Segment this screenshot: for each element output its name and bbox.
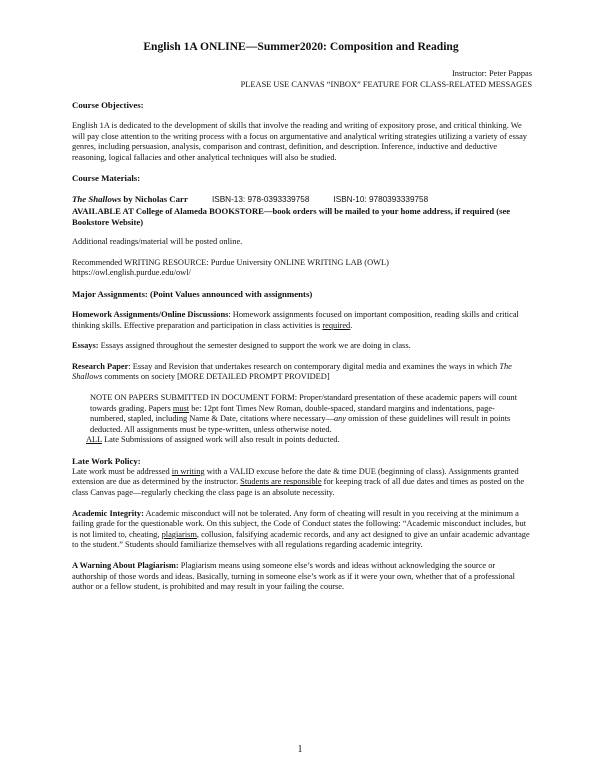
owl-url[interactable]: https://owl.english.purdue.edu/owl/ xyxy=(72,268,191,278)
assignments-heading: Major Assignments: (Point Values announced with assignments) xyxy=(72,288,313,299)
objectives-heading: Course Objectives: xyxy=(72,100,144,110)
objectives-body: English 1A is dedicated to the development of skills that involve the reading and writing of expository prose, and critical thinking. We will pay close attention to the writing process with a focus on argumentative and analytical writing strategies utilizing a variety of essay genres, including persuasion, analysis, comparison and contrast, definition, and description. Inference, inductive and deductive reasoning, logical fallacies and other analytical techniques will also be studied. xyxy=(72,121,527,162)
late-text-1: Late work must be addressed xyxy=(72,466,172,476)
book-title: The Shallows xyxy=(72,194,122,205)
integrity-text-1: Academic misconduct will not be tolerated. Any form of cheating will result in you receiving at the minimum a failing grade for the questionable work. On this subject, the Code of Conduct states the following: “Academic misconduct includes, but is not limited to, cheating, xyxy=(72,508,527,539)
note-text-3: omission of these guidelines will result in points deducted. All assignments must be type-written, unless otherwise noted. xyxy=(90,414,511,434)
essays-label: Essays: xyxy=(72,341,99,351)
plagiarism-label: A Warning About Plagiarism: xyxy=(72,561,179,571)
instructor-line: Instructor: Peter Pappas xyxy=(451,69,532,78)
book-author: by Nicholas Carr xyxy=(121,194,188,205)
note-must: must xyxy=(172,403,190,413)
research-paragraph xyxy=(72,362,530,383)
late-work-paragraph xyxy=(72,467,530,499)
page-number: 1 xyxy=(297,744,303,755)
canvas-inbox-line: PLEASE USE CANVAS “INBOX” FEATURE FOR CLASS-RELATED MESSAGES xyxy=(240,79,532,89)
late-text-2: with a VALID excuse before the date & time DUE (beginning of class). Assignments granted extension are due as determined by the instructor. xyxy=(72,466,519,487)
essays-paragraph xyxy=(72,341,530,352)
papers-note xyxy=(90,393,530,435)
homework-required: required xyxy=(322,320,351,330)
additional-readings: Additional readings/material will be posted online. xyxy=(72,237,243,247)
essays-text: Essays assigned throughout the semester designed to support the work we are doing in class. xyxy=(98,341,411,351)
document-page xyxy=(72,40,530,593)
isbn-13: ISBN-13: 978-0393339758 xyxy=(211,195,310,205)
late-submissions-note xyxy=(86,435,530,446)
note-any: any xyxy=(333,414,347,424)
note-text-2: be: 12pt font Times New Roman, double-spaced, standard margins and indentations, page-numbered, stapled, including Name & Date, citations where necessary— xyxy=(90,403,495,424)
writing-resource: Recommended WRITING RESOURCE: Purdue University ONLINE WRITING LAB (OWL) xyxy=(72,257,389,267)
late-responsible: Students are responsible xyxy=(240,477,322,487)
research-label: Research Paper xyxy=(72,361,129,371)
materials-heading: Course Materials: xyxy=(72,173,141,184)
all-label: ALL xyxy=(86,435,102,445)
plagiarism-text: Plagiarism means using someone else’s words and ideas without acknowledging the source or authorship of those words and ideas. Basically, turning in someone else’s work as if it were your own, whether that of a professional author or a fellow student, is prohibited and may result in your failing the course. xyxy=(72,561,515,592)
textbook-line xyxy=(72,194,530,206)
research-text-1: : Essay and Revision that undertakes research on contemporary digital media and examines the ways in which xyxy=(128,361,500,371)
research-italic: The Shallows xyxy=(72,361,512,382)
integrity-paragraph xyxy=(72,509,530,551)
note-text-1: NOTE ON PAPERS SUBMITTED IN DOCUMENT FORM: Proper/standard presentation of these academic papers will count towards grading. Papers xyxy=(90,392,518,413)
isbn-10: ISBN-10: 9780393339758 xyxy=(333,195,429,205)
late-in-writing: in writing xyxy=(171,466,205,476)
bookstore-availability: AVAILABLE AT College of Alameda BOOKSTORE—book orders will be mailed to your home address, if required (see Bookstore Website) xyxy=(72,205,511,227)
integrity-label: Academic Integrity: xyxy=(72,508,144,518)
homework-text: : Homework assignments focused on important composition, reading skills and critical thinking skills. Effective preparation and participation in class activities is xyxy=(72,309,519,330)
integrity-plagiarism: plagiarism xyxy=(161,529,197,539)
all-text: Late Submissions of assigned work will also result in points deducted. xyxy=(101,435,340,445)
homework-label: Homework Assignments/Online Discussions xyxy=(72,309,229,319)
integrity-text-2: , collusion, falsifying academic records, and any act designed to give an unfair academic advantage to the student.” Students should familiarize themselves with all regulations regarding academic integrity. xyxy=(72,529,530,550)
plagiarism-paragraph xyxy=(72,561,530,593)
homework-paragraph xyxy=(72,310,530,331)
late-work-heading: Late Work Policy: xyxy=(72,455,141,466)
late-text-3: for keeping track of all due dates and times as posted on the class Canvas page—regularly checking the class page is an absolute necessity. xyxy=(72,477,525,498)
document-title: English 1A ONLINE—Summer2020: Composition and Reading xyxy=(143,40,459,53)
homework-end: . xyxy=(350,320,353,330)
research-text-2: comments on society [MORE DETAILED PROMPT PROVIDED] xyxy=(102,372,330,382)
